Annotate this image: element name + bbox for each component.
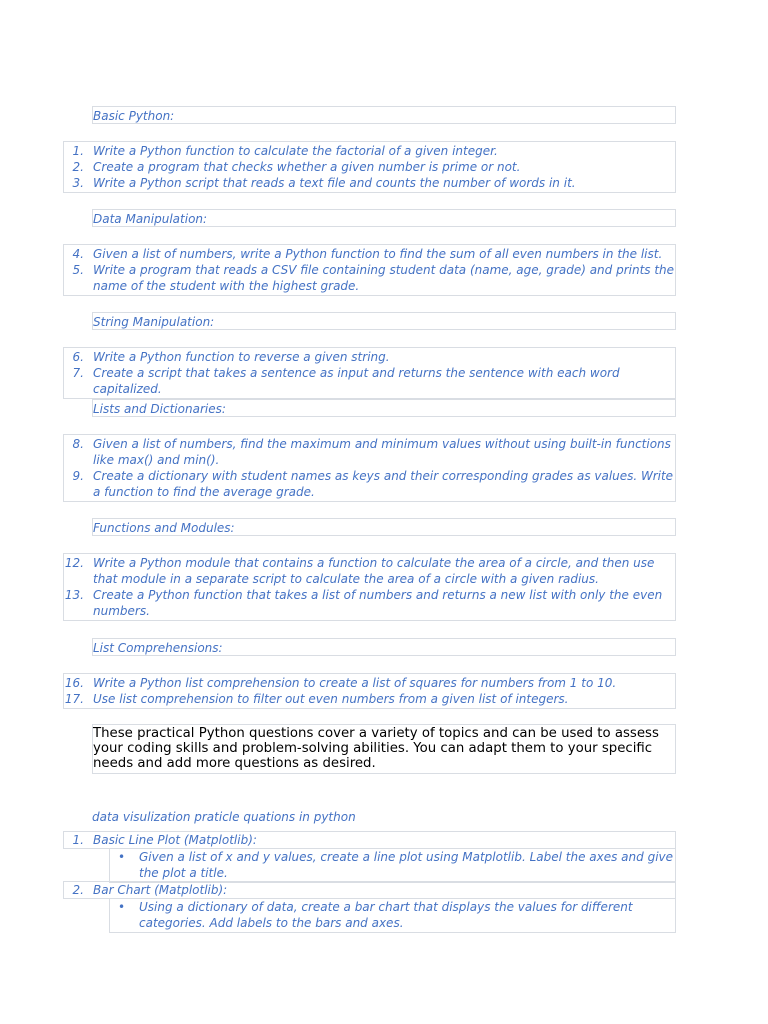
viz-subitem: [109, 898, 676, 933]
summary-paragraph: These practical Python questions cover a variety of topics and can be used to assess your coding skills and problem-solving abilities. You can adapt them to your specific needs and add more questions as desired.: [92, 724, 676, 774]
list-item: 7. Create a script that takes a sentence as input and returns the sentence with each word capitalized.: [72, 366, 620, 396]
section-heading-functions-modules: [92, 518, 676, 536]
list-item: 9. Create a dictionary with student names as keys and their corresponding grades as values. Write a function to find the average grade.: [72, 469, 674, 499]
viz-item-bar-chart: [63, 881, 676, 899]
viz-item-line-plot: [63, 831, 676, 849]
section-heading-list-comprehensions: [92, 638, 676, 656]
question-list: [63, 553, 676, 621]
heading-text: String Manipulation:: [93, 315, 215, 329]
heading-text: Functions and Modules:: [93, 521, 235, 535]
list-item: 2. Create a program that checks whether a given number is prime or not.: [72, 160, 521, 174]
heading-text: Lists and Dictionaries:: [93, 402, 226, 416]
heading-text: Data Manipulation:: [93, 212, 208, 226]
section-heading-lists-dictionaries: [92, 399, 676, 417]
list-item: 5. Write a program that reads a CSV file containing student data (name, age, grade) and prints the name of the student with the highest grade.: [72, 263, 675, 293]
section-heading-string-manipulation: [92, 312, 676, 330]
list-item: 16. Write a Python list comprehension to create a list of squares for numbers from 1 to 10.: [64, 676, 617, 690]
list-item: 4. Given a list of numbers, write a Python function to find the sum of all even numbers in the list.: [72, 247, 663, 261]
heading-text: Basic Python:: [93, 109, 175, 123]
list-item: 2. Bar Chart (Matplotlib):: [72, 883, 228, 897]
list-item: 13. Create a Python function that takes a list of numbers and returns a new list with only the even numbers.: [64, 588, 663, 618]
list-item: 17. Use list comprehension to filter out even numbers from a given list of integers.: [64, 692, 569, 706]
question-list: [63, 141, 676, 193]
list-item: 1. Write a Python function to calculate the factorial of a given integer.: [72, 144, 498, 158]
question-list: [63, 347, 676, 399]
list-item: 6. Write a Python function to reverse a given string.: [72, 350, 390, 364]
viz-subitem: [109, 848, 676, 883]
section-heading-data-manipulation: [92, 209, 676, 227]
viz-section-title: data visulization praticle quations in python: [92, 810, 356, 824]
list-item: 8. Given a list of numbers, find the maximum and minimum values without using built-in functions like max() and min().: [72, 437, 671, 467]
question-list: [63, 434, 676, 502]
list-item: • Given a list of x and y values, create a line plot using Matplotlib. Label the axes and give the plot a title.: [118, 850, 674, 880]
list-item: 3. Write a Python script that reads a text file and counts the number of words in it.: [72, 176, 576, 190]
heading-text: List Comprehensions:: [93, 641, 223, 655]
section-heading-basic-python: [92, 106, 676, 124]
list-item: 1. Basic Line Plot (Matplotlib):: [72, 833, 257, 847]
question-list: [63, 244, 676, 296]
list-item: • Using a dictionary of data, create a bar chart that displays the values for different categories. Add labels to the bars and axes.: [118, 900, 633, 930]
question-list: [63, 673, 676, 709]
list-item: 12. Write a Python module that contains a function to calculate the area of a circle, and then use that module in a separate script to calculate the area of a circle with a given radius.: [64, 556, 655, 586]
